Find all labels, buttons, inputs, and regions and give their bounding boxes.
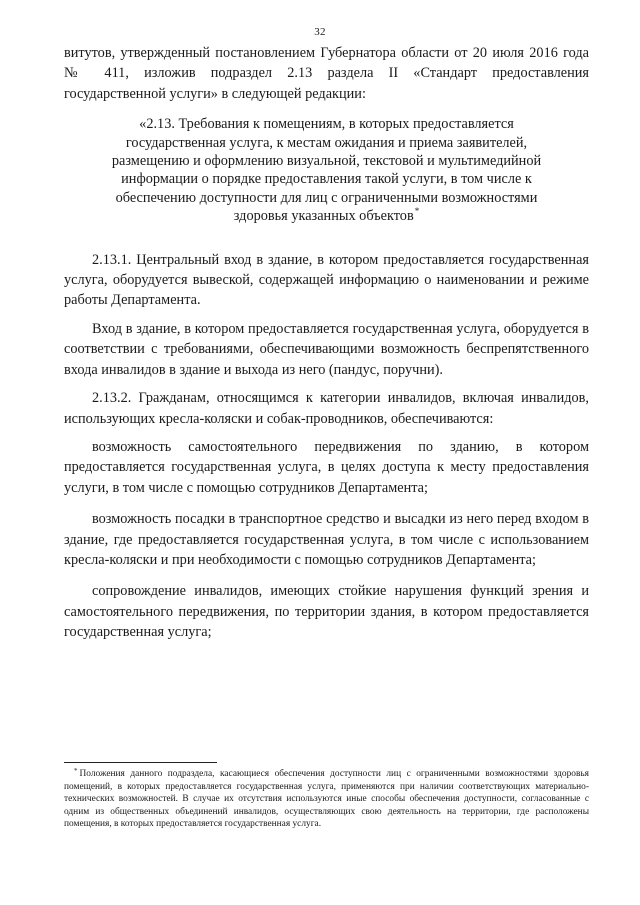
footnote-mark: *	[74, 767, 78, 775]
page-number: 32	[314, 26, 326, 38]
footnote	[64, 768, 589, 831]
paragraph-2-13-2: 2.13.2. Гражданам, относящимся к категории инвалидов, включая инвалидов, использующих кресла-коляски и собак-проводников, обеспечиваются:	[64, 390, 589, 427]
footnote-divider	[64, 762, 217, 763]
footnote-text: Положения данного подраздела, касающиеся обеспечения доступности лиц с ограниченными возможностями здоровья помещений, в которых предоставляется государственная услуга, применяются при наличии соответствующих материально-технических возможностей. В случае их отсутствия используются иные способы обеспечения доступности, согласованные с одним из общественных объединений инвалидов, осуществляющих свою деятельность на территории, где расположены помещения, в которых предоставляется государственная услуга.	[64, 769, 589, 830]
section-heading-text: «2.13. Требования к помещениям, в которых предоставляется государственная услуга, к местам ожидания и приема заявителей, размещению и оформлению визуальной, текстовой и мультимедийной информации о порядке предоставления такой услуги, в том числе к обеспечению доступности для лиц с ограниченными возможностями здоровья указанных объектов	[111, 116, 542, 225]
document-body	[64, 43, 589, 643]
heading-footnote-mark: *	[414, 206, 420, 217]
intro-paragraph: витутов, утвержденный постановлением Губернатора области от 20 июля 2016 года № 411, изложив подраздел 2.13 раздела II «Стандарт предоставления государственной услуги» в следующей редакции:	[64, 45, 589, 102]
paragraph-escort: сопровождение инвалидов, имеющих стойкие нарушения функций зрения и самостоятельного передвижения, по территории здания, в котором предоставляется государственная услуга;	[64, 583, 589, 641]
paragraph-entrance: Вход в здание, в котором предоставляется государственная услуга, оборудуется в соответствии с требованиями, обеспечивающими возможность беспрепятственного входа инвалидов в здание и выхода из него (пандус, поручни).	[64, 320, 589, 378]
paragraph-2-13-1: 2.13.1. Центральный вход в здание, в котором предоставляется государственная услуга, оборудуется вывеской, содержащей информацию о наименовании и режиме работы Департамента.	[64, 251, 589, 309]
paragraph-movement: возможность самостоятельного передвижения по зданию, в котором предоставляется государственная услуга, в целях доступа к месту предоставления услуги, в том числе с помощью сотрудников Департамента;	[64, 438, 589, 496]
section-heading-2-13	[90, 115, 563, 226]
paragraph-transport: возможность посадки в транспортное средство и высадки из него перед входом в здание, где предоставляется государственная услуга, в том числе с использованием кресла-коляски и при необходимости с помощью сотрудников Департамента;	[64, 511, 589, 568]
